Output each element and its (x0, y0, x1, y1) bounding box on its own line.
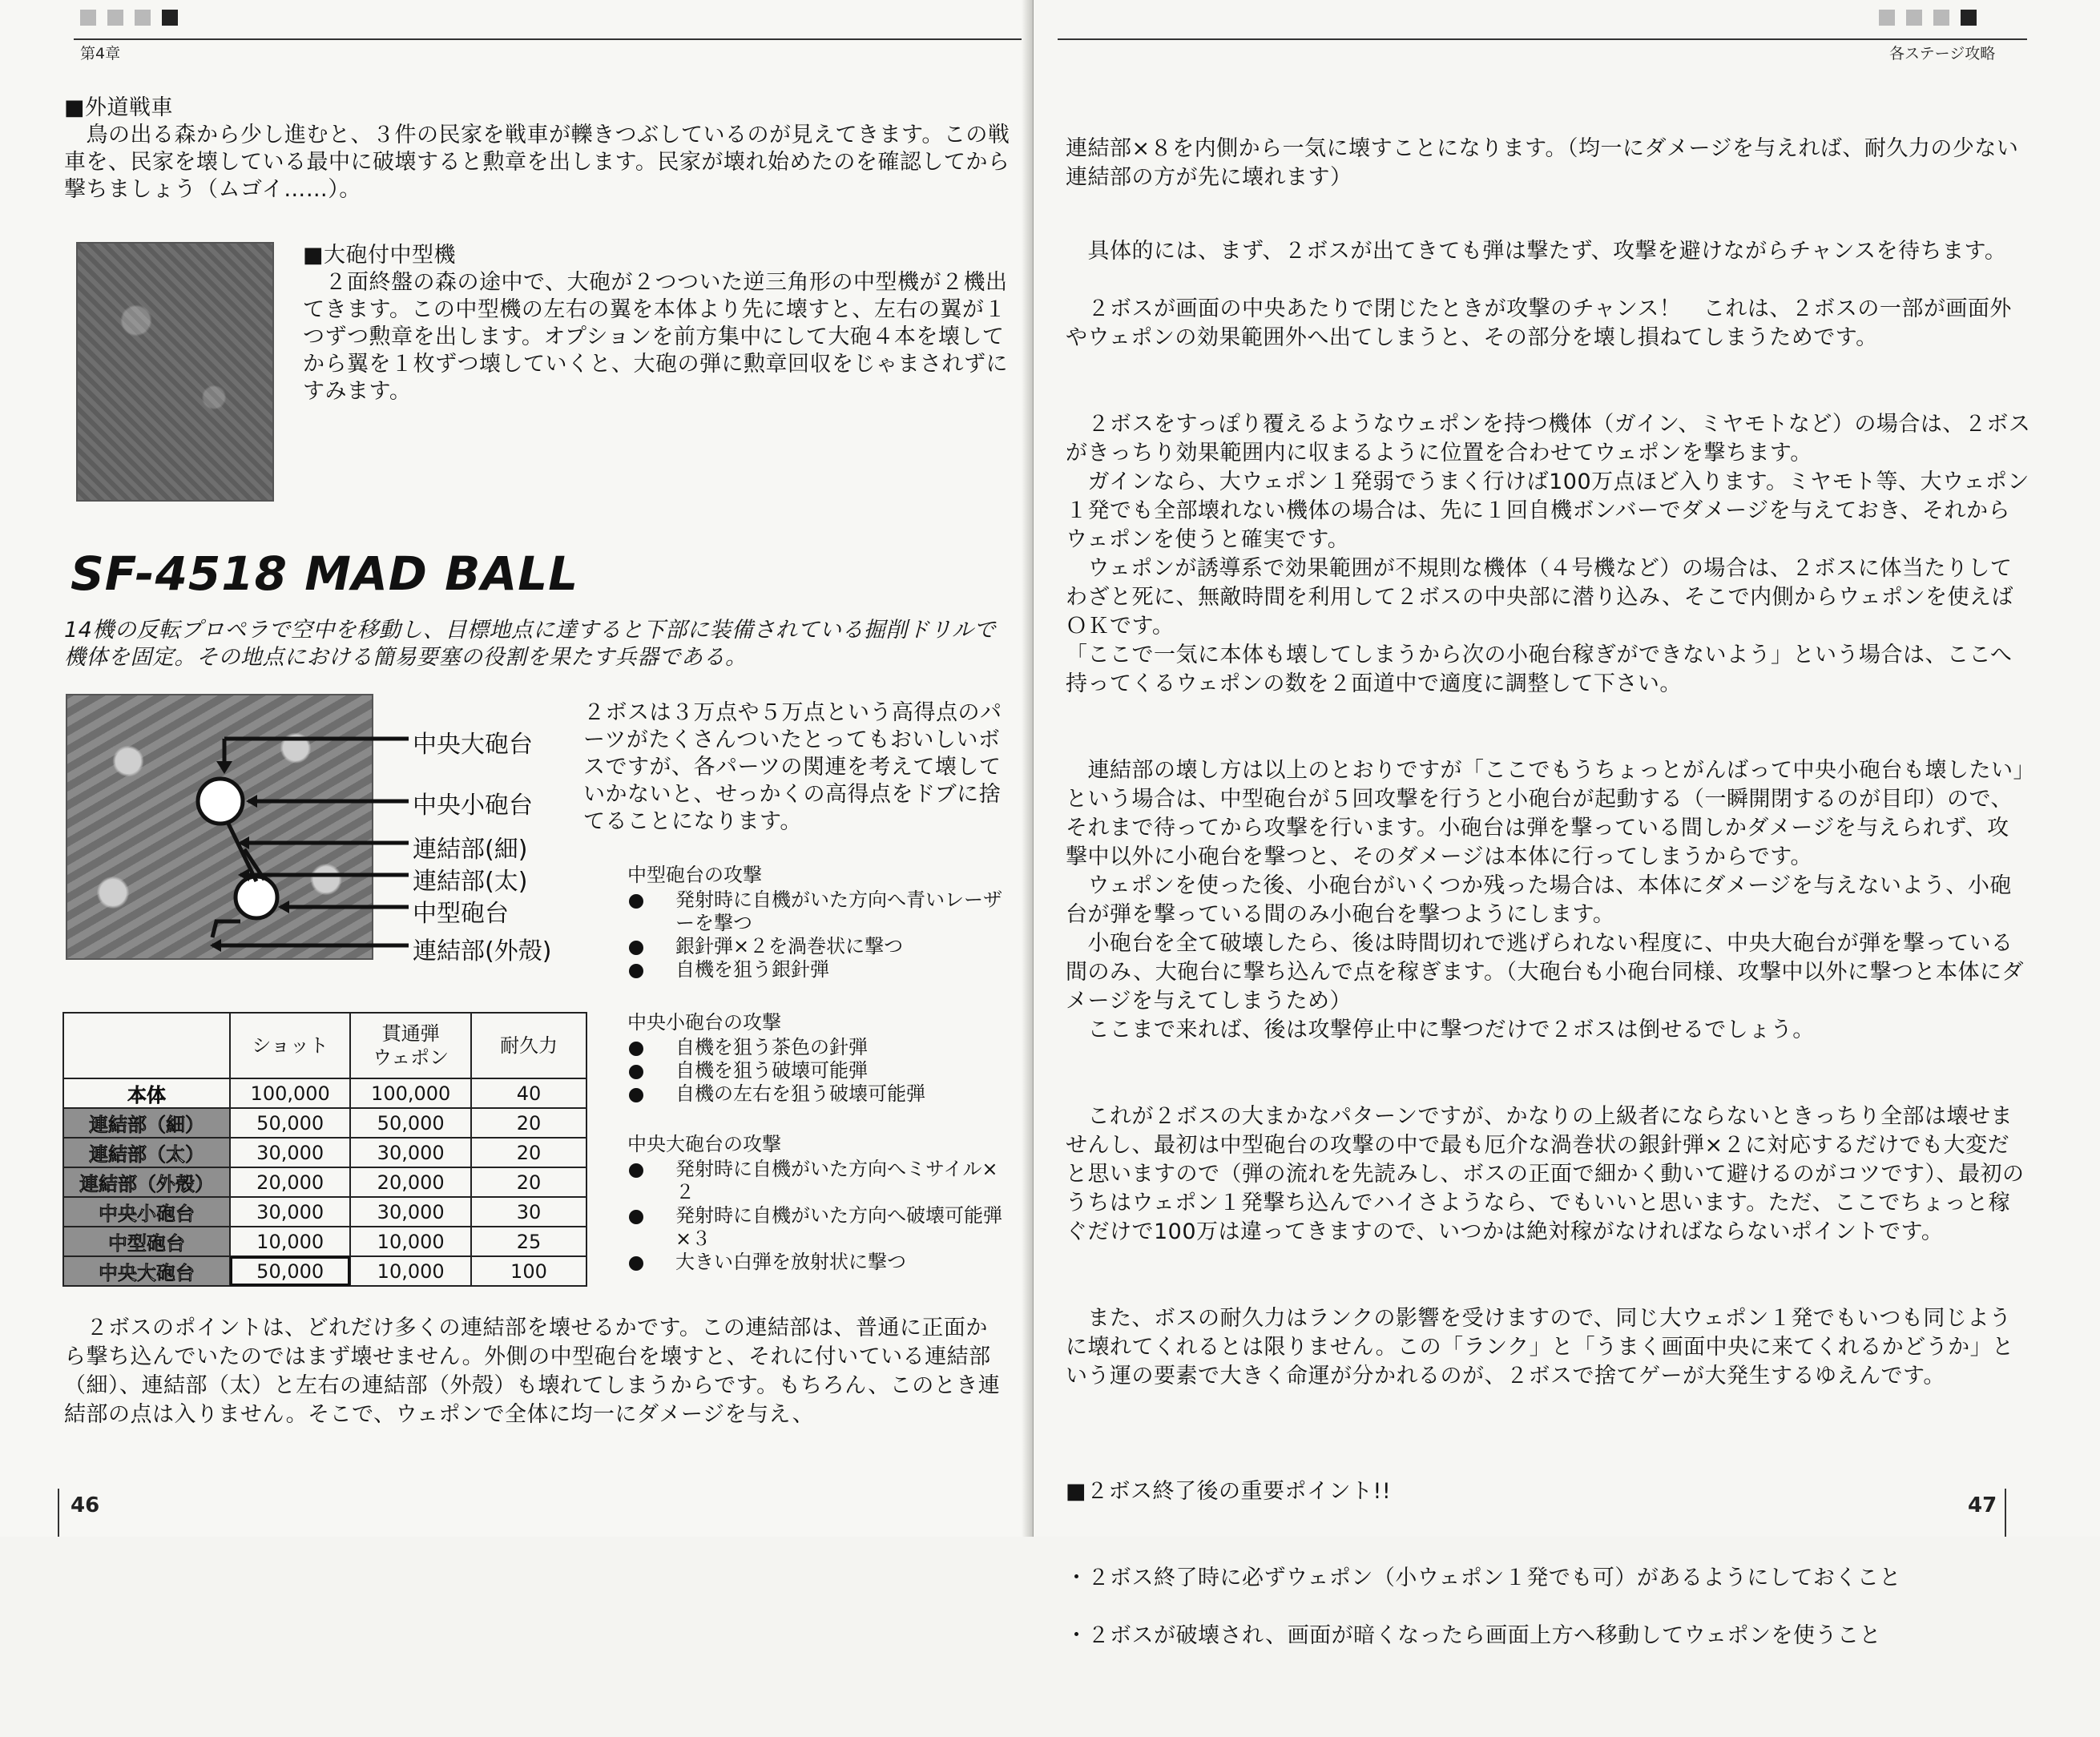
table-header-cell (63, 1013, 230, 1078)
table-cell: 30,000 (230, 1138, 351, 1167)
header-rule (1058, 38, 2027, 40)
table-cell: 連結部（太） (63, 1138, 230, 1167)
table-header-cell: ショット (230, 1013, 351, 1078)
paragraph: 連結部×８を内側から一気に壊すことになります。（均一にダメージを与えれば、耐久力の少ない連結部の方が先に壊れます） (1066, 136, 2019, 190)
table-cell: 20 (471, 1138, 586, 1167)
table-cell: 50,000 (230, 1256, 351, 1286)
table-cell: 50,000 (230, 1108, 351, 1138)
callout-medium-cannon: 中型砲台 (413, 900, 509, 928)
right-page (1034, 0, 2100, 1648)
boss-description: 14機の反転プロペラで空中を移動し、目標地点に達すると下部に装備されている掘削ドリルで機体を固定。その地点における簡易要塞の役割を果たす兵器である。 (64, 618, 996, 670)
table-cell: 10,000 (350, 1227, 471, 1256)
section-body: 鳥の出る森から少し進むと、３件の民家を戦車が轢きつぶしているのが見えてきます。この戦車を、民家を壊している最中に破壊すると勲章を出します。民家が壊れ始めたのを確認してから撃ちましょう（ムゴイ……）。 (64, 123, 1010, 202)
table-row (63, 1078, 586, 1108)
attack-item: 自機を狙う銀針弾 (627, 958, 1012, 981)
paragraph: 連結部の壊し方は以上のとおりですが「ここでもうちょっとがんばって中央小砲台も壊したい」という場合は、中型砲台が５回攻撃を行うと小砲台が起動する（一瞬開閉するのが目印）ので、それまで待ってから攻撃を行います。小砲台は弾を撃っている間しかダメージを与えられず、攻撃中以外に小砲台を撃つと、そのダメージは本体に行ってしまうからです。 ウェポンを使った後、小砲台がいくつか残った場合は、本体にダメージを与えないよう、小砲台が弾を撃っている間のみ小砲台を撃つようにします。 小砲台を全て破壊したら、後は時間切れで逃げられない程度に、中央大砲台が弾を撃っている間のみ、大砲台に撃ち込んで点を稼ぎます。（大砲台も小砲台同様、攻撃中以外に撃つと本体にダメージを与えてしまうため） ここまで来れば、後は攻撃停止中に撃つだけで２ボスは倒せるでしょう。 (1066, 758, 2025, 1042)
attack-title: 中型砲台の攻撃 (627, 864, 762, 886)
attack-list-medium-cannon (627, 864, 1012, 981)
table-row (63, 1197, 586, 1227)
table-cell: 中央小砲台 (63, 1197, 230, 1227)
page-number: 46 (71, 1493, 100, 1517)
attack-item: 発射時に自機がいた方向へ青いレーザーを撃つ (627, 889, 1012, 935)
table-cell: 連結部（外殻） (63, 1167, 230, 1197)
attack-item: 自機を狙う茶色の針弾 (627, 1036, 1012, 1059)
paragraph: また、ボスの耐久力はランクの影響を受けますので、同じ大ウェポン１発でもいつも同じように壊れてくれるとは限りません。この「ランク」と「うまく画面中央に来てくれるかどうか」という運の要素で大きく命運が分かれるのが、２ボスで捨てゲーが大発生するゆえんです。 (1066, 1306, 2014, 1388)
boss-intro: ２ボスは３万点や５万点という高得点のパーツがたくさんついたとってもおいしいボスですが、各パーツの関連を考えて壊していかないと、せっかくの高得点をドブに捨てることになります。 (583, 700, 1002, 834)
boss-stats-table (62, 1012, 587, 1287)
table-row (63, 1167, 586, 1197)
table-row (63, 1256, 586, 1286)
callout-joint-thin: 連結部(細) (413, 836, 528, 864)
table-cell: 25 (471, 1227, 586, 1256)
callout-joint-shell: 連結部(外殻) (413, 937, 552, 965)
attack-list-small-cannon (627, 1011, 1012, 1106)
table-row (63, 1227, 586, 1256)
table-cell: 中央大砲台 (63, 1256, 230, 1286)
table-row (63, 1138, 586, 1167)
table-header-cell: 耐久力 (471, 1013, 586, 1078)
table-cell: 100,000 (350, 1078, 471, 1108)
chapter-label: 第4章 (80, 45, 121, 62)
table-cell: 30 (471, 1197, 586, 1227)
attack-item: 発射時に自機がいた方向へ破壊可能弾×３ (627, 1204, 1012, 1251)
table-cell: 20 (471, 1108, 586, 1138)
attack-item: 自機の左右を狙う破壊可能弾 (627, 1082, 1012, 1106)
table-header-cell: 貫通弾 ウェポン (350, 1013, 471, 1078)
attack-item: 銀針弾×２を渦巻状に撃つ (627, 935, 1012, 958)
attack-title: 中央大砲台の攻撃 (627, 1133, 781, 1155)
attack-item: 自機を狙う破壊可能弾 (627, 1059, 1012, 1082)
table-cell: 20 (471, 1167, 586, 1197)
table-cell: 本体 (63, 1078, 230, 1108)
table-cell: 30,000 (350, 1138, 471, 1167)
section-label: 各ステージ攻略 (1889, 45, 1996, 62)
section-heading: ■大砲付中型機 (303, 243, 457, 268)
table-cell: 50,000 (350, 1108, 471, 1138)
left-page (0, 0, 1034, 1537)
important-item: ・ ２ボス終了時に必ずウェポン（小ウェポン１発でも可）があるようにしておくこと (1066, 1564, 2031, 1593)
table-row (63, 1108, 586, 1138)
table-cell: 30,000 (230, 1197, 351, 1227)
section-heading: ■外道戦車 (64, 95, 174, 120)
boss-point-text: ２ボスのポイントは、どれだけ多くの連結部を壊せるかです。この連結部は、普通に正面から撃ち込んでいたのではまず壊せません。外側の中型砲台を壊すと、それに付いている連結部（細）、連結部（太）と左右の連結部（外殻）も壊れてしまうからです。もちろん、このとき連結部の点は入りません。そこで、ウェポンで全体に均一にダメージを与え、 (64, 1316, 1001, 1427)
table-cell: 30,000 (350, 1197, 471, 1227)
section-body: ２面終盤の森の途中で、大砲が２つついた逆三角形の中型機が２機出てきます。この中型機の左右の翼を本体より先に壊すと、左右の翼が１つずつ勲章を出します。オプションを前方集中にして大砲４本を壊してから翼を１枚ずつ壊していくと、大砲の弾に勲章回収をじゃまされずにすみます。 (303, 270, 1008, 404)
header-squares (1879, 10, 1977, 26)
table-cell: 10,000 (230, 1227, 351, 1256)
callout-central-big-cannon: 中央大砲台 (413, 731, 533, 759)
table-cell: 連結部（細） (63, 1108, 230, 1138)
table-cell: 100,000 (230, 1078, 351, 1108)
table-cell: 20,000 (230, 1167, 351, 1197)
attack-title: 中央小砲台の攻撃 (627, 1011, 781, 1034)
attack-item: 発射時に自機がいた方向へミサイル×２ (627, 1158, 1012, 1204)
table-header-row (63, 1013, 586, 1078)
table-cell: 中型砲台 (63, 1227, 230, 1256)
attack-list-big-cannon (627, 1133, 1012, 1274)
corner-rule (58, 1489, 59, 1537)
page-number: 47 (1968, 1493, 1997, 1517)
attack-item: 大きい白弾を放射状に撃つ (627, 1251, 1012, 1274)
important-heading: ■２ボス終了後の重要ポイント!! (1066, 1479, 1392, 1504)
corner-rule (2005, 1489, 2006, 1537)
important-item: ・ ２ボスが破壊され、画面が暗くなったら画面上方へ移動してウェポンを使うこと (1066, 1622, 2031, 1650)
paragraph: 具体的には、まず、２ボスが出てきても弾は撃たず、攻撃を避けながらチャンスを待ちます。 (1066, 239, 2007, 264)
important-points (1066, 1449, 2031, 1708)
paragraph: ２ボスをすっぽり覆えるようなウェポンを持つ機体（ガイン、ミヤモトなど）の場合は、２ボスがきっちり効果範囲内に収まるように位置を合わせてウェポンを撃ちます。 ガインなら、大ウェポン１発弱でうまく行けば100万点ほど入ります。ミヤモト等、大ウェポン１発でも全部壊れない機体の場合は、先に１回自機ボンバーでダメージを与えておき、それからウェポンを使うと確実です。 ウェポンが誘導系で効果範囲が不規則な機体（４号機など）の場合は、２ボスに体当たりしてわざと死に、無敵時間を利用して２ボスの中央部に潜り込み、そこで内側からウェポンを使えばＯＫです。 「ここで一気に本体も壊してしまうから次の小砲台稼ぎができないよう」という場合は、ここへ持ってくるウェポンの数を２面道中で適度に調整して下さい。 (1066, 412, 2031, 696)
right-body (1066, 106, 2031, 1737)
callout-joint-thick: 連結部(太) (413, 868, 528, 896)
table-cell: 10,000 (350, 1256, 471, 1286)
paragraph: これが２ボスの大まかなパターンですが、かなりの上級者にならないときっちり全部は壊せませんし、最初は中型砲台の攻撃の中で最も厄介な渦巻状の銀針弾×２に対応するだけでも大変だと思いますので（弾の流れを先読みし、ボスの正面で細かく動いて避けるのがコツです）、最初のうちはウェポン１発撃ち込んでハイさようなら、でもいいと思います。ただ、ここでちょっと稼ぐだけで100万は違ってきますので、いつかは絶対稼がなければならないポイントです。 (1066, 1104, 2025, 1244)
callout-central-small-cannon: 中央小砲台 (413, 792, 533, 820)
table-cell: 100 (471, 1256, 586, 1286)
paragraph: ２ボスが画面の中央あたりで閉じたときが攻撃のチャンス！ これは、２ボスの一部が画面外やウェポンの効果範囲外へ出てしまうと、その部分を壊し損ねてしまうためです。 (1066, 296, 2012, 350)
table-cell: 20,000 (350, 1167, 471, 1197)
boss-title: SF-4518 MAD BALL (71, 546, 579, 601)
table-cell: 40 (471, 1078, 586, 1108)
